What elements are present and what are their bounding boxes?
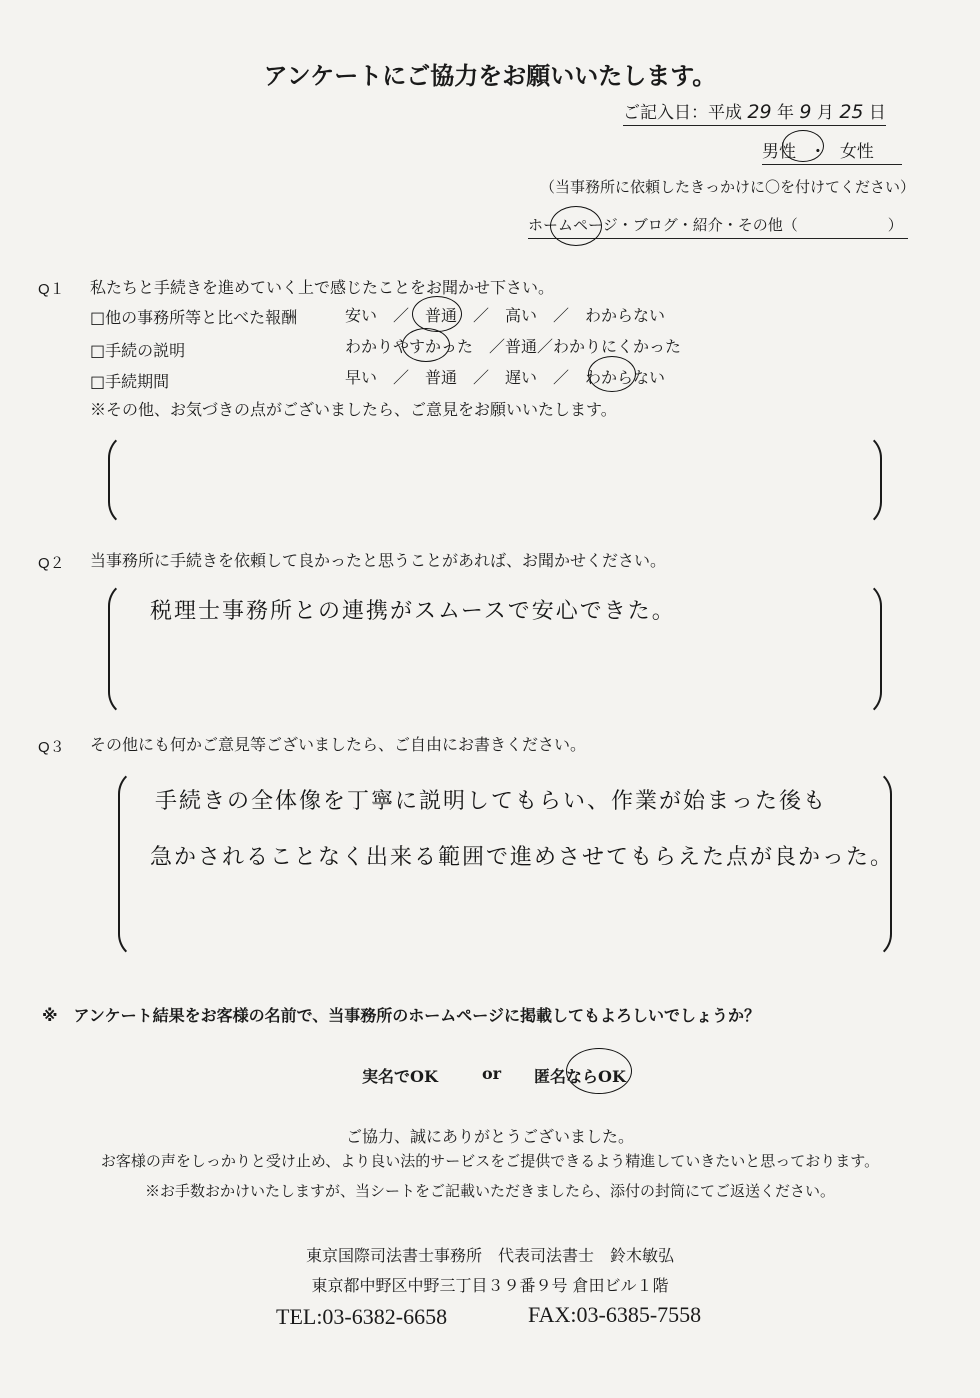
gender-female[interactable]: 女性 (839, 142, 874, 162)
date-month-unit: 月 (816, 103, 834, 123)
q2-text: 当事務所に手続きを依頼して良かったと思うことがあれば、お聞かせください。 (90, 551, 667, 570)
q2-label: Q２ (38, 555, 65, 572)
q1-label: Q１ (38, 281, 65, 298)
q1-item-period-label: □手続期間 (90, 372, 170, 391)
trigger-note: （当事務所に依頼したきっかけに〇を付けてください） (540, 178, 916, 196)
publish-or: or (482, 1064, 502, 1083)
publish-question: ※ アンケート結果をお客様の名前で、当事務所のホームページに掲載してもよろしいでしょうか？ (42, 1006, 760, 1025)
q3-text: その他にも何かご意見等ございましたら、ご自由にお書きください。 (90, 735, 587, 754)
q1-item-period-options[interactable]: 早い ／ 普通 ／ 遅い ／ わからない (345, 368, 666, 387)
fee-normal-circle (412, 296, 462, 332)
gender-male-circle (782, 130, 827, 162)
date-month[interactable]: 9 (799, 101, 812, 123)
date-day[interactable]: 25 (839, 101, 864, 123)
gender-sep: ・ (809, 142, 827, 162)
explain-clear-circle (402, 328, 450, 362)
q1-item-explain-label: □手続の説明 (90, 341, 186, 360)
q3-answer-line2: 急かされることなく出来る範囲で進めさせてもらえた点が良かった。 (150, 845, 895, 870)
date-year-unit: 年 (777, 103, 794, 123)
date-label: ご記入日：平成 (623, 103, 742, 123)
q1-comment-box[interactable] (108, 432, 882, 528)
return-note: ※お手数おかけいたしますが、当シートをご記載いただきましたら、添付の封筒にてご返送ください。 (144, 1182, 835, 1200)
anonymous-circle (566, 1048, 632, 1094)
gender-male[interactable]: 男性 (762, 142, 796, 162)
homepage-circle (550, 206, 602, 246)
thanks-text: ご協力、誠にありがとうございました。 (345, 1127, 634, 1146)
date-year[interactable]: 29 (747, 101, 772, 123)
publish-real-name[interactable]: 実名でOK (362, 1067, 438, 1086)
office-address: 東京都中野区中野三丁目３９番９号 倉田ビル１階 (311, 1276, 669, 1295)
office-name: 東京国際司法書士事務所 代表司法書士 鈴木敏弘 (305, 1246, 674, 1265)
q2-answer: 税理士事務所との連携がスムースで安心できた。 (150, 599, 676, 624)
q1-item-fee-label: □他の事務所等と比べた報酬 (90, 308, 298, 327)
office-tel: TEL:03-6382-6658 (276, 1304, 448, 1329)
q3-label: Q３ (38, 739, 65, 756)
q1-text: 私たちと手続きを進めていく上で感じたことをお聞かせ下さい。 (90, 278, 555, 297)
q1-item-explain-options[interactable]: わかりやすかった ／普通／わかりにくかった (345, 337, 682, 356)
entry-date (623, 98, 886, 126)
q3-answer-line1: 手続きの全体像を丁寧に説明してもらい、作業が始まった後も (155, 789, 828, 814)
q1-comment-prompt: ※その他、お気づきの点がございましたら、ご意見をお願いいたします。 (90, 400, 617, 419)
message-text: お客様の声をしっかりと受け止め、より良い法的サービスをご提供できるよう精進していきたいと思っております。 (100, 1152, 880, 1170)
date-day-unit: 日 (868, 103, 886, 123)
trigger-options[interactable]: ホームページ・ブログ・紹介・その他（ ） (528, 214, 908, 239)
office-fax: FAX:03-6385-7558 (528, 1302, 702, 1327)
q1-item-fee-options[interactable]: 安い ／ 普通 ／ 高い ／ わからない (345, 306, 666, 325)
period-unknown-circle (588, 356, 636, 392)
publish-anonymous[interactable]: 匿名ならOK (534, 1067, 626, 1086)
page-title: アンケートにご協力をお願いいたします。 (263, 62, 717, 90)
